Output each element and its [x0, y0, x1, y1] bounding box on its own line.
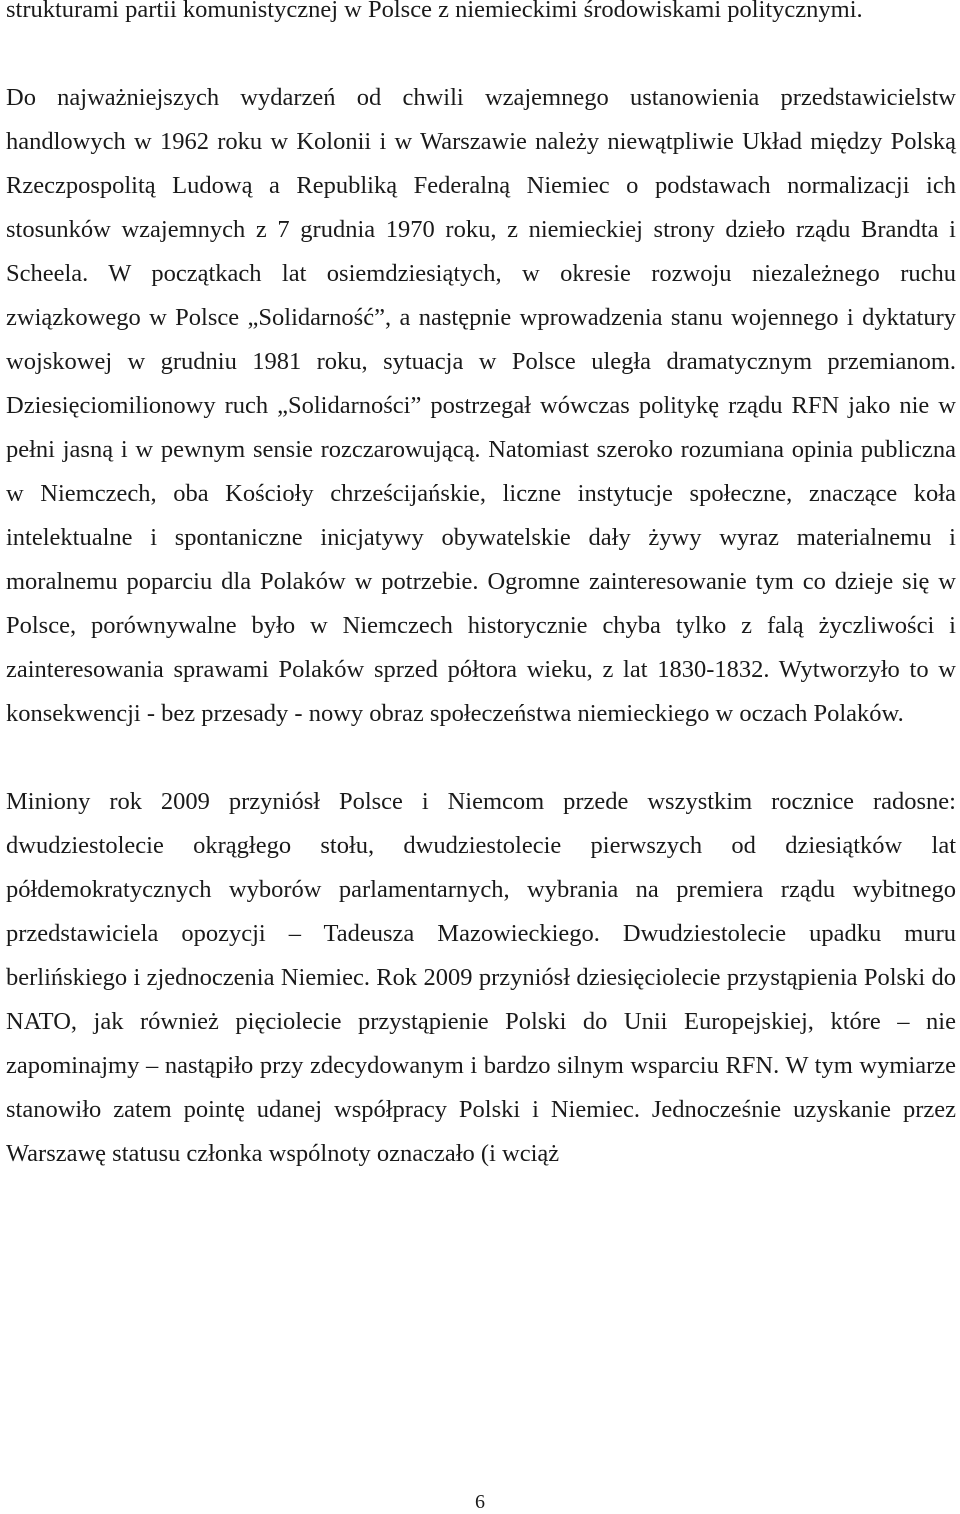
paragraph-anniversaries-2009: Miniony rok 2009 przyniósł Polsce i Niemcom przede wszystkim rocznice radosne: dwudziestolecie okrągłego stołu, dwudziestolecie pierwszych od dziesiątków lat półdemokratycznych wyborów parlamentarnych, wybrania na premiera rządu wybitnego przedstawiciela opozycji – Tadeusza Mazowieckiego. Dwudziestolecie upadku muru berlińskiego i zjednoczenia Niemiec. Rok 2009 przyniósł dziesięciolecie przystąpienia Polski do NATO, jak również pięciolecie przystąpienie Polski do Unii Europejskiej, które – nie zapominajmy – nastąpiło przy zdecydowanym i bardzo silnym wsparciu RFN. W tym wymiarze stanowiło zatem pointę udanej współpracy Polski i Niemiec. Jednocześnie uzyskanie przez Warszawę statusu członka wspólnoty oznaczało (i wciąż: [6, 788, 956, 1167]
document-page: [6, 0, 956, 1176]
page-number: 6: [475, 1491, 485, 1513]
paragraph-continuation: strukturami partii komunistycznej w Polsce z niemieckimi środowiskami politycznymi.: [6, 0, 863, 23]
paragraph-relations-history: Do najważniejszych wydarzeń od chwili wzajemnego ustanowienia przedstawicielstw handlowych w 1962 roku w Kolonii i w Warszawie należy niewątpliwie Układ między Polską Rzeczpospolitą Ludową a Republiką Federalną Niemiec o podstawach normalizacji ich stosunków wzajemnych z 7 grudnia 1970 roku, z niemieckiej strony dzieło rządu Brandta i Scheela. W początkach lat osiemdziesiątych, w okresie rozwoju niezależnego ruchu związkowego w Polsce „Solidarność”, a następnie wprowadzenia stanu wojennego i dyktatury wojskowej w grudniu 1981 roku, sytuacja w Polsce uległa dramatycznym przemianom. Dziesięciomilionowy ruch „Solidarności” postrzegał wówczas politykę rządu RFN jako nie w pełni jasną i w pewnym sensie rozczarowującą. Natomiast szeroko rozumiana opinia publiczna w Niemczech, oba Kościoły chrześcijańskie, liczne instytucje społeczne, znaczące koła intelektualne i spontaniczne inicjatywy obywatelskie dały żywy wyraz materialnemu i moralnemu poparciu dla Polaków w potrzebie. Ogromne zainteresowanie tym co dzieje się w Polsce, porównywalne było w Niemczech historycznie chyba tylko z falą życzliwości i zainteresowania sprawami Polaków sprzed półtora wieku, z lat 1830-1832. Wytworzyło to w konsekwencji - bez przesady - nowy obraz społeczeństwa niemieckiego w oczach Polaków.: [6, 84, 956, 727]
